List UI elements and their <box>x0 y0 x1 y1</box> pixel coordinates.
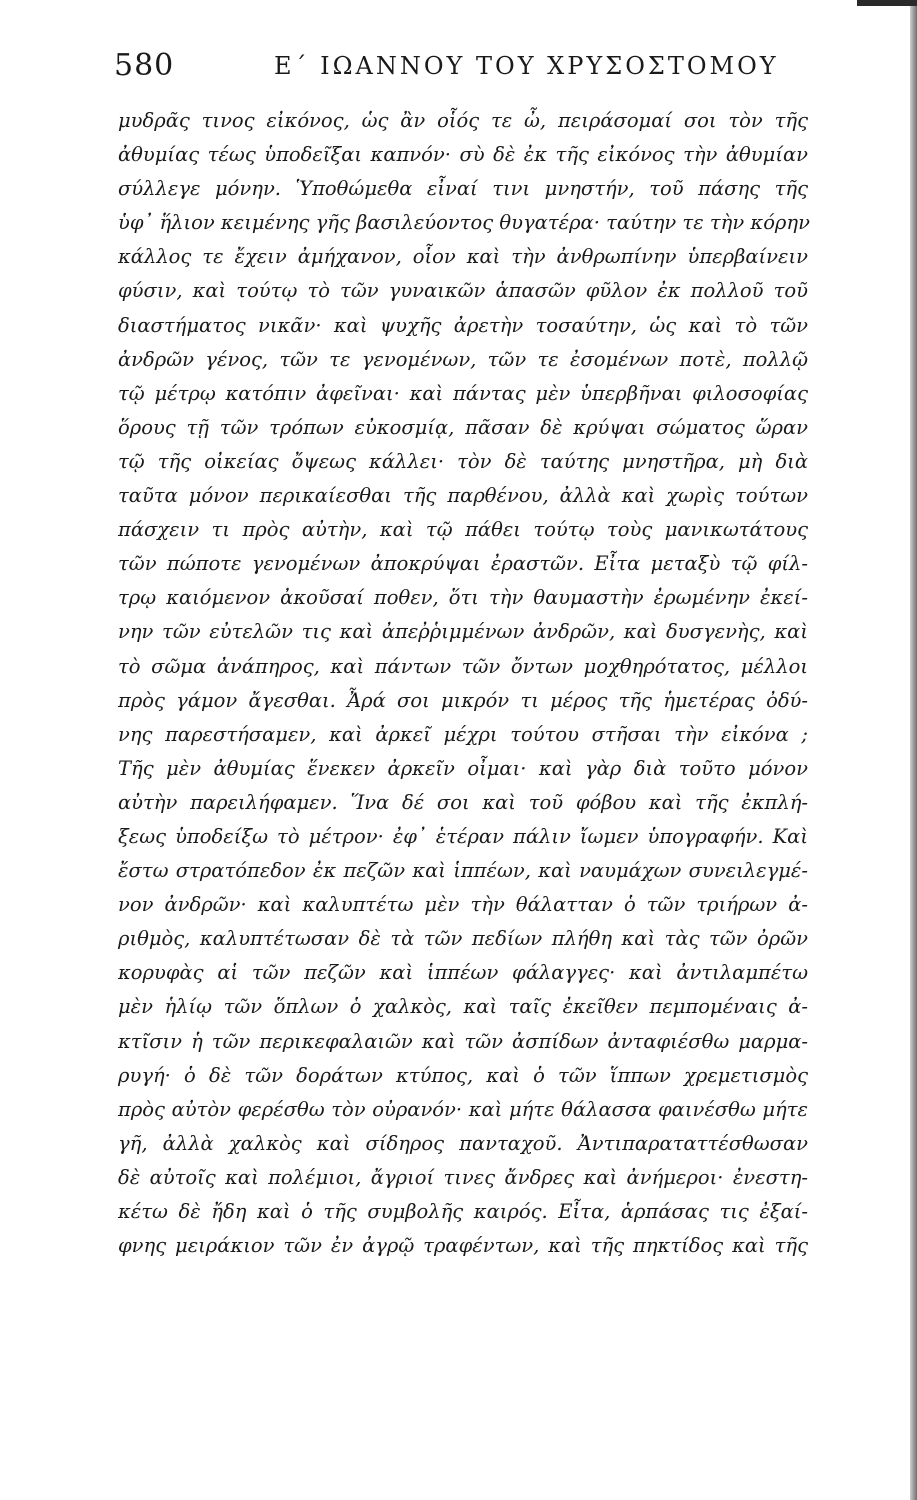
text-line: διαστήματος νικᾶν· καὶ ψυχῆς ἀρετὴν τοσαύτην, ὡς καὶ τὸ τῶν <box>118 313 808 337</box>
text-line: νης παρεστήσαμεν, καὶ ἀρκεῖ μέχρι τούτου στῆσαι τὴν εἰκόνα ; <box>118 722 808 746</box>
page-header <box>114 48 804 88</box>
scan-corner-mark <box>857 0 917 6</box>
text-line: μὲν ἡλίῳ τῶν ὅπλων ὁ χαλκὸς, καὶ ταῖς ἐκεῖθεν πεμπομέναις ἀ- <box>118 995 808 1019</box>
text-line: πρὸς αὐτὸν φερέσθω τὸν οὐρανόν· καὶ μήτε θάλασσα φαινέσθω μήτε <box>118 1097 808 1121</box>
text-line: πρὸς γάμον ἄγεσθαι. Ἆρά σοι μικρόν τι μέρος τῆς ἡμετέρας ὀδύ- <box>118 688 808 712</box>
text-line: κτῖσιν ἡ τῶν περικεφαλαιῶν καὶ τῶν ἀσπίδων ἀνταφιέσθω μαρμα- <box>118 1029 808 1053</box>
text-line: ριθμὸς, καλυπτέτωσαν δὲ τὰ τῶν πεδίων πλήθη καὶ τὰς τῶν ὀρῶν <box>118 927 808 951</box>
text-line: ξεως ὑποδείξω τὸ μέτρον· ἐφ᾿ ἑτέραν πάλιν ἴωμεν ὑπογραφήν. Καὶ <box>118 824 808 848</box>
scan-edge <box>910 0 917 1500</box>
text-line: δὲ αὐτοῖς καὶ πολέμιοι, ἄγριοί τινες ἄνδρες καὶ ἀνήμεροι· ἐνεστη- <box>118 1165 808 1189</box>
text-line: γῆ, ἀλλὰ χαλκὸς καὶ σίδηρος πανταχοῦ. Ἀντιπαραταττέσθωσαν <box>118 1131 808 1155</box>
text-line: ταῦτα μόνον περικαίεσθαι τῆς παρθένου, ἀλλὰ καὶ χωρὶς τούτων <box>118 484 808 508</box>
page-number: 580 <box>114 48 175 83</box>
text-line: ὑφ᾿ ἥλιον κειμένης γῆς βασιλεύοντος θυγατέρα· ταύτην τε τὴν κόρην <box>118 211 810 235</box>
body-text <box>118 104 808 1263</box>
text-line: νην τῶν εὐτελῶν τις καὶ ἀπεῤῥιμμένων ἀνδρῶν, καὶ δυσγενὴς, καὶ <box>118 620 808 644</box>
text-line: τὸ σῶμα ἀνάπηρος, καὶ πάντων τῶν ὄντων μοχθηρότατος, μέλλοι <box>118 654 808 678</box>
text-line: νον ἀνδρῶν· καὶ καλυπτέτω μὲν τὴν θάλατταν ὁ τῶν τριήρων ἀ- <box>118 893 808 917</box>
text-line: φύσιν, καὶ τούτῳ τὸ τῶν γυναικῶν ἁπασῶν φῦλον ἐκ πολλοῦ τοῦ <box>118 279 808 303</box>
text-line: κέτω δὲ ἤδη καὶ ὁ τῆς συμβολῆς καιρός. Εἶτα, ἁρπάσας τις ἐξαί- <box>118 1200 808 1223</box>
text-line: ἀνδρῶν γένος, τῶν τε γενομένων, τῶν τε ἐσομένων ποτὲ, πολλῷ <box>118 347 808 371</box>
text-line: μυδρᾶς τινος εἰκόνος, ὡς ἂν οἷός τε ὦ, πειράσομαί σοι τὸν τῆς <box>118 109 808 132</box>
text-line: τῶν πώποτε γενομένων ἀποκρύψαι ἐραστῶν. Εἶτα μεταξὺ τῷ φίλ- <box>118 552 808 576</box>
text-line: ρυγή· ὁ δὲ τῶν δοράτων κτύπος, καὶ ὁ τῶν ἵππων χρεμετισμὸς <box>118 1063 808 1087</box>
text-line: κορυφὰς αἱ τῶν πεζῶν καὶ ἱππέων φάλαγγες· καὶ ἀντιλαμπέτω <box>118 961 808 985</box>
text-line: ὅρους τῇ τῶν τρόπων εὐκοσμίᾳ, πᾶσαν δὲ κρύψαι σώματος ὥραν <box>118 415 808 439</box>
text-line: τρῳ καιόμενον ἀκοῦσαί ποθεν, ὅτι τὴν θαυμαστὴν ἐρωμένην ἐκεί- <box>118 586 808 610</box>
text-line: τῷ μέτρῳ κατόπιν ἀφεῖναι· καὶ πάντας μὲν ὑπερβῆναι φιλοσοφίας <box>118 381 808 405</box>
text-line: ἔστω στρατόπεδον ἐκ πεζῶν καὶ ἱππέων, καὶ ναυμάχων συνειλεγμέ- <box>118 859 808 883</box>
text-line: Τῆς μὲν ἀθυμίας ἕνεκεν ἀρκεῖν οἶμαι· καὶ γὰρ διὰ τοῦτο μόνον <box>118 756 808 780</box>
text-line: φνης μειράκιον τῶν ἐν ἀγρῷ τραφέντων, καὶ τῆς πηκτίδος καὶ τῆς <box>118 1234 808 1258</box>
text-line: τῷ τῆς οἰκείας ὄψεως κάλλει· τὸν δὲ ταύτης μνηστῆρα, μὴ διὰ <box>118 449 808 473</box>
text-line: πάσχειν τι πρὸς αὐτὴν, καὶ τῷ πάθει τούτῳ τοὺς μανικωτάτους <box>118 518 808 542</box>
text-line: σύλλεγε μόνην. Ὑποθώμεθα εἶναί τινι μνηστήν, τοῦ πάσης τῆς <box>118 177 808 201</box>
text-line: αὐτὴν παρειλήφαμεν. Ἵνα δέ σοι καὶ τοῦ φόβου καὶ τῆς ἐκπλή- <box>118 790 808 814</box>
running-title: Ε΄ ΙΩΑΝΝΟΥ ΤΟΥ ΧΡΥΣΟΣΤΟΜΟΥ <box>274 52 779 80</box>
text-line: ἀθυμίας τέως ὑποδεῖξαι καπνόν· σὺ δὲ ἐκ τῆς εἰκόνος τὴν ἀθυμίαν <box>118 143 808 167</box>
text-line: κάλλος τε ἔχειν ἀμήχανον, οἷον καὶ τὴν ἀνθρωπίνην ὑπερβαίνειν <box>118 245 808 269</box>
